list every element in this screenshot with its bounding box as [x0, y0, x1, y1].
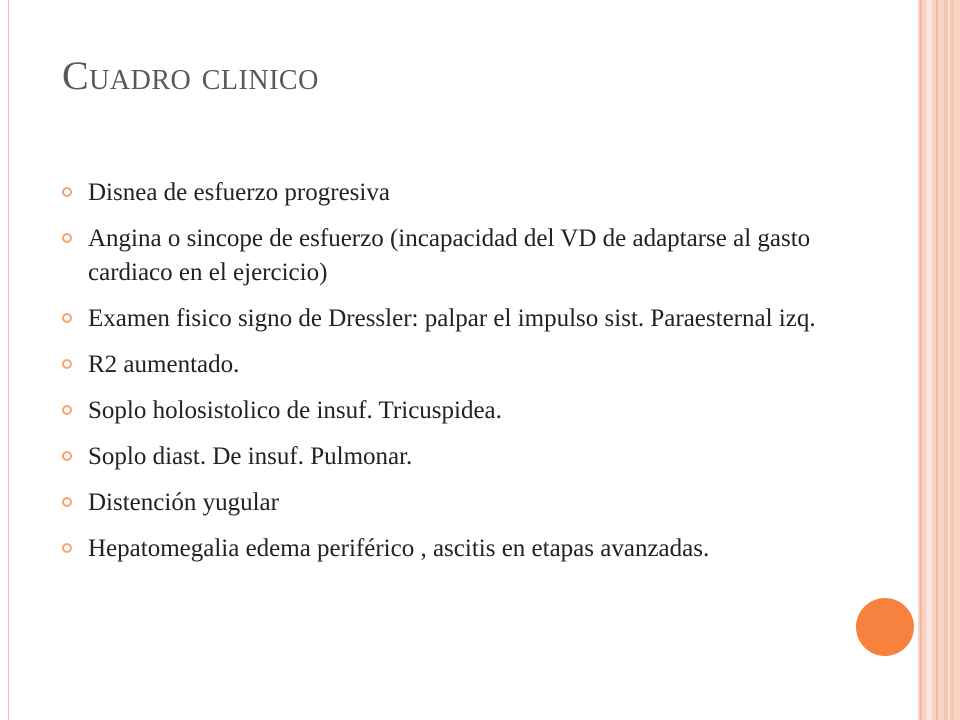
orange-circle-decoration: [856, 598, 914, 656]
bullet-item: [62, 302, 882, 336]
bullet-text: Soplo diast. De insuf. Pulmonar.: [88, 443, 413, 470]
bullet-item: [62, 176, 882, 210]
bullet-circle-icon: [62, 233, 72, 243]
bullet-circle-icon: [62, 405, 72, 415]
bullet-item: [62, 532, 882, 566]
bullet-item: [62, 222, 882, 290]
bullet-circle-icon: [62, 313, 72, 323]
right-stripe: [926, 0, 932, 720]
bullet-text: R2 aumentado.: [88, 351, 240, 378]
slide-title: Cuadro clinico: [62, 53, 319, 98]
left-border-line: [8, 0, 9, 720]
bullet-text: Hepatomegalia edema periférico , ascitis en etapas avanzadas.: [88, 535, 710, 562]
bullet-circle-icon: [62, 451, 72, 461]
bullet-circle-icon: [62, 187, 72, 197]
bullet-item: [62, 486, 882, 520]
bullet-item: [62, 394, 882, 428]
bullet-list: [62, 176, 882, 578]
bullet-item: [62, 348, 882, 382]
bullet-circle-icon: [62, 543, 72, 553]
bullet-text: Angina o sincope de esfuerzo (incapacidad del VD de adaptarse al gasto cardiaco en el ejercicio): [88, 225, 811, 286]
bullet-text: Soplo holosistolico de insuf. Tricuspidea.: [88, 397, 502, 424]
bullet-text: Examen fisico signo de Dressler: palpar el impulso sist. Paraesternal izq.: [88, 305, 816, 332]
bullet-text: Disnea de esfuerzo progresiva: [88, 179, 390, 206]
right-stripe: [936, 0, 938, 720]
bullet-text: Distención yugular: [88, 489, 279, 516]
right-stripe: [920, 0, 922, 720]
right-stripe: [948, 0, 950, 720]
bullet-item: [62, 440, 882, 474]
bullet-circle-icon: [62, 497, 72, 507]
bullet-circle-icon: [62, 359, 72, 369]
